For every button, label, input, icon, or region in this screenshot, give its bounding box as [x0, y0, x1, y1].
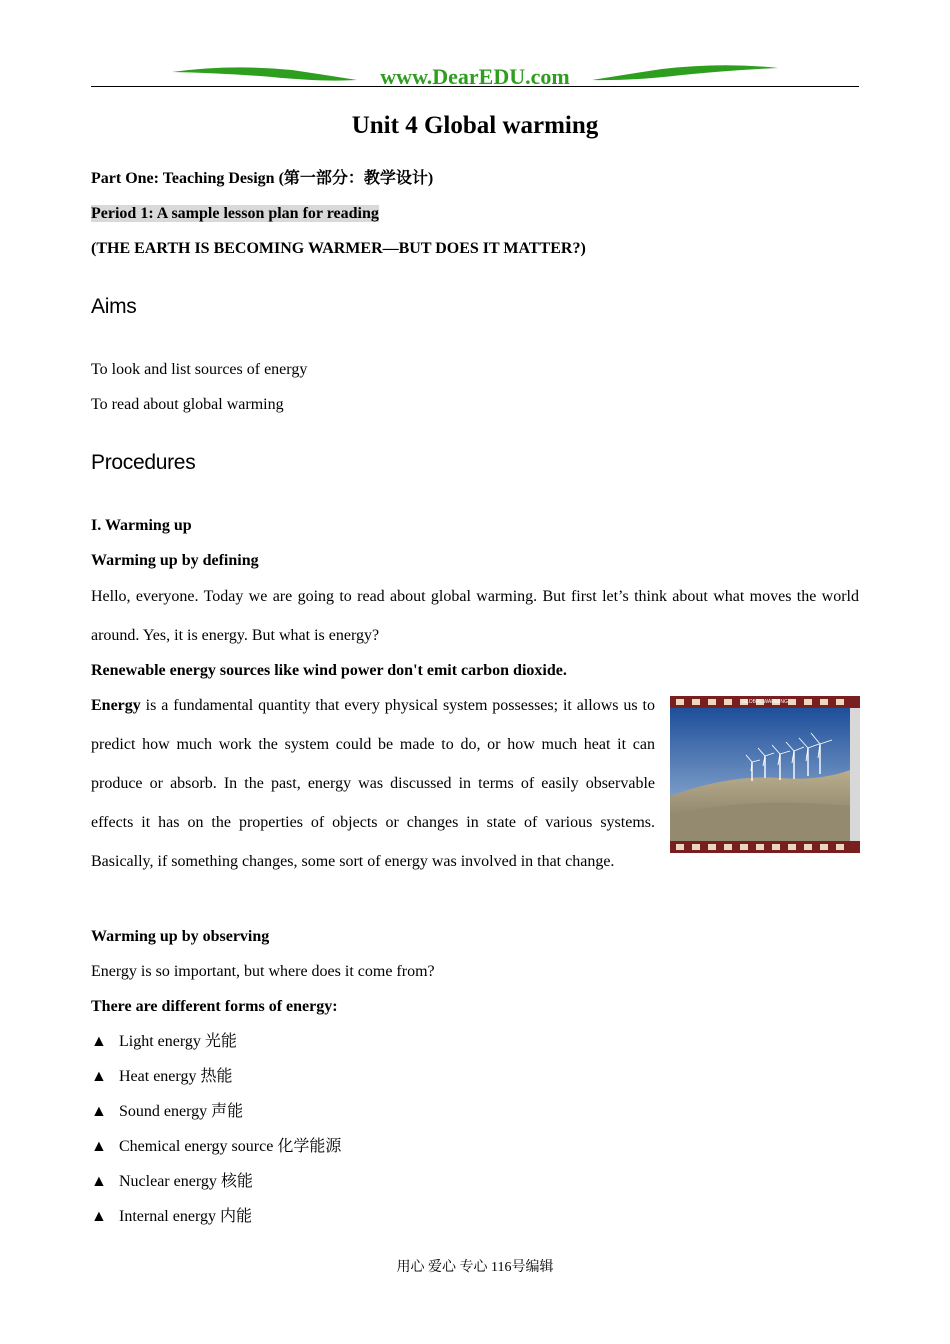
observing-text: Energy is so important, but where does it come from? [91, 963, 435, 980]
triangle-bullet-icon: ▲ [91, 1103, 107, 1120]
triangle-bullet-icon: ▲ [91, 1173, 107, 1190]
list-item [91, 1066, 232, 1088]
procedures-heading: Procedures [91, 451, 196, 474]
intro-paragraph: Hello, everyone. Today we are going to read about global warming. But first let’s think about what moves the world around. Yes, it is energy. But what is energy? [91, 588, 859, 644]
figure-caption: GLOBAL WARMING [742, 699, 788, 705]
logo-text: www.DearEDU.com [380, 64, 570, 89]
list-item-label: Sound energy 声能 [119, 1103, 244, 1120]
observing-heading: Warming up by observing [91, 928, 270, 945]
wind-turbine-image [670, 696, 860, 853]
triangle-bullet-icon: ▲ [91, 1033, 107, 1050]
list-item [91, 1206, 252, 1228]
list-item-label: Nuclear energy 核能 [119, 1173, 253, 1190]
list-item-label: Chemical energy source 化学能源 [119, 1138, 342, 1155]
list-item [91, 1101, 243, 1123]
list-item [91, 1171, 253, 1193]
triangle-bullet-icon: ▲ [91, 1138, 107, 1155]
triangle-bullet-icon: ▲ [91, 1068, 107, 1085]
header-rule [91, 86, 859, 87]
aim-item: To read about global warming [91, 396, 284, 413]
period-heading [91, 203, 379, 225]
renewable-statement: Renewable energy sources like wind power don't emit carbon dioxide. [91, 662, 567, 679]
page-footer: 用心 爱心 专心 116号编辑 [396, 1260, 554, 1275]
forms-heading: There are different forms of energy: [91, 998, 338, 1015]
list-item-label: Heat energy 热能 [119, 1068, 233, 1085]
reading-subtitle: (THE EARTH IS BECOMING WARMER—BUT DOES IT MATTER?) [91, 240, 586, 257]
document-title: Unit 4 Global warming [351, 112, 599, 139]
period-highlight: Period 1: A sample lesson plan for reading [91, 205, 379, 222]
section-warming-up: I. Warming up [91, 517, 192, 534]
energy-definition [91, 686, 655, 881]
list-item-label: Light energy 光能 [119, 1033, 237, 1050]
list-item [91, 1136, 341, 1158]
energy-term: Energy [91, 697, 141, 714]
aims-heading: Aims [91, 295, 137, 318]
part-one-heading: Part One: Teaching Design (第一部分：教学设计) [91, 170, 434, 187]
list-item-label: Internal energy 内能 [119, 1208, 252, 1225]
triangle-bullet-icon: ▲ [91, 1208, 107, 1225]
defining-heading: Warming up by defining [91, 552, 259, 569]
energy-definition-text: is a fundamental quantity that every physical system possesses; it allows us to predict how much work the system could be made to do, or how much heat it can produce or absorb. In the past, energy was discussed in terms of easily observable effects it has on the properties of objects or changes in state of various systems. Basically, if something changes, some sort of energy was involved in that change. [91, 697, 655, 870]
aim-item: To look and list sources of energy [91, 361, 308, 378]
list-item [91, 1031, 237, 1053]
